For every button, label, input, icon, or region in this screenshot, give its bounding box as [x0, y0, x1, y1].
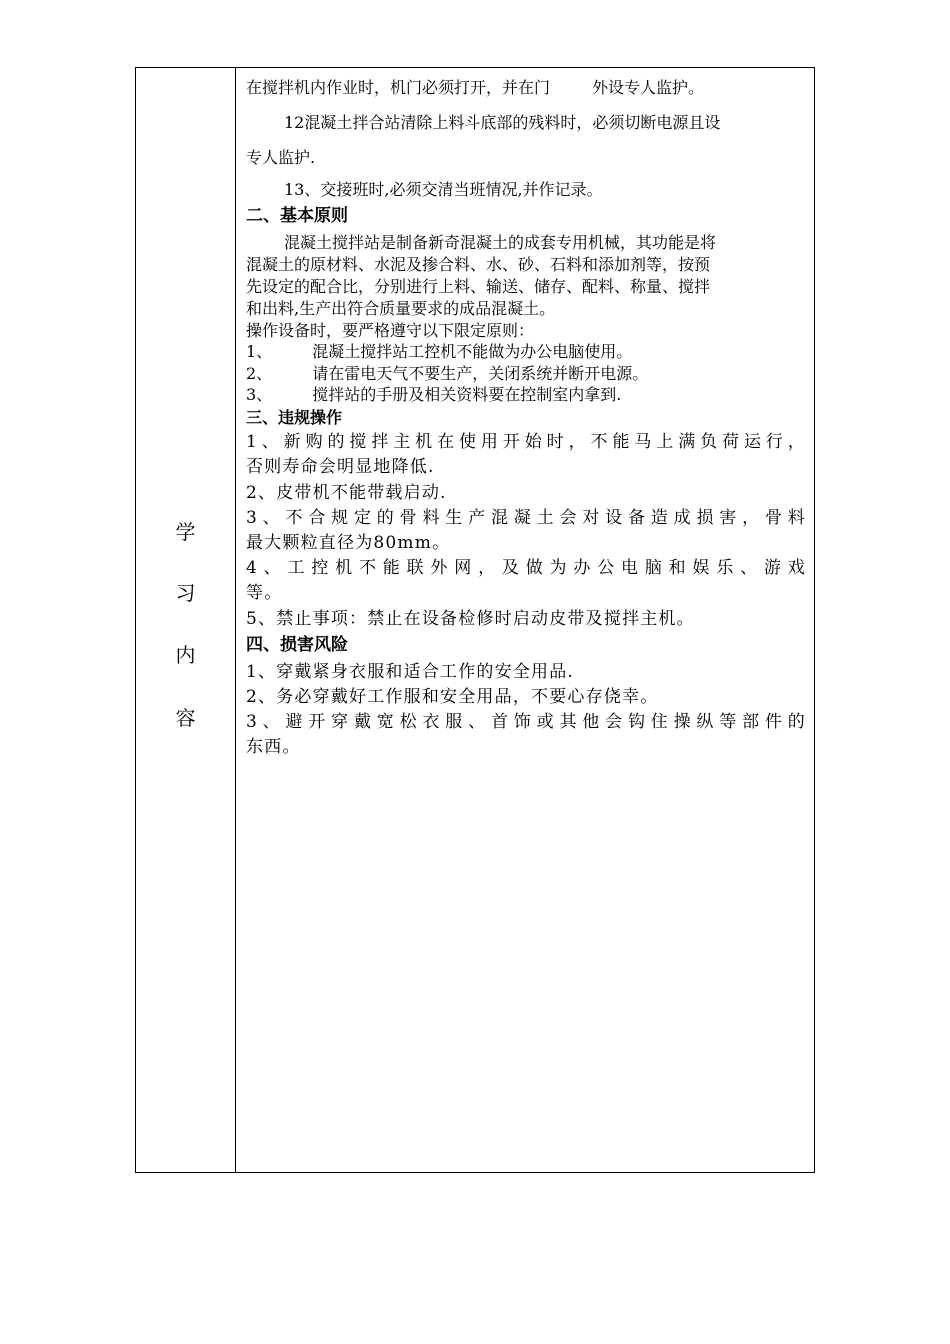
- section-2-para-line-1: 混凝土搅拌站是制备新奇混凝土的成套专用机械，其功能是将: [284, 233, 717, 252]
- section-4-line-2: 2、务必穿戴好工作服和安全用品，不要心存侥幸。: [246, 687, 659, 707]
- section-4-heading: 四、损害风险: [246, 635, 348, 655]
- item-text: 搅拌站的手册及相关资料要在控制室内拿到.: [312, 385, 622, 404]
- section-4-line-3b: 东西。: [246, 737, 301, 757]
- section-3-line-1a: 1、新购的搅拌主机在使用开始时，不能马上满负荷运行，: [246, 432, 806, 452]
- rule-13-line: 13、交接班时,必须交清当班情况,并作记录。: [284, 180, 603, 199]
- section-2-para-line-4: 和出料,生产出符合质量要求的成品混凝土。: [246, 299, 556, 318]
- rule-11-part1: 在搅拌机内: [246, 78, 327, 97]
- label-char-4: 容: [175, 706, 196, 730]
- label-column: [136, 68, 236, 1172]
- study-content-table: [135, 67, 815, 1173]
- section-3-line-3a: 3、不合规定的骨料生产混凝土会对设备造成损害，骨料: [246, 508, 806, 528]
- item-number: 2、: [246, 364, 273, 383]
- section-4-line-3a: 3、避开穿戴宽松衣服、首饰或其他会钩住操纵等部件的: [246, 712, 806, 732]
- section-2-para-line-2: 混凝土的原材料、水泥及掺合料、水、砂、石料和添加剂等，按预: [246, 255, 711, 274]
- rule-12-line-a: 12混凝土拌合站清除上料斗底部的残料时，必须切断电源且设: [284, 113, 721, 132]
- section-3-line-4b: 等。: [246, 583, 283, 603]
- item-number: 3、: [246, 385, 273, 404]
- section-3-line-1b: 否则寿命会明显地降低.: [246, 457, 435, 477]
- label-char-1: 学: [175, 520, 196, 544]
- label-char-3: 内: [175, 643, 196, 667]
- section-3-line-2: 2、皮带机不能带载启动.: [246, 483, 447, 503]
- rule-11-part2: 作业时，机门必须打开，并在门: [326, 78, 551, 97]
- section-2-intro: 操作设备时，要严格遵守以下限定原则：: [246, 321, 535, 340]
- section-2-heading: 二、基本原则: [246, 206, 348, 226]
- item-text: 请在雷电天气不要生产，关闭系统并断开电源。: [312, 364, 649, 383]
- section-3-heading: 三、违规操作: [246, 408, 343, 427]
- rule-12-line-b: 专人监护.: [246, 148, 316, 167]
- item-number: 1、: [246, 342, 273, 361]
- rule-11-part3: 外设专人监护。: [592, 78, 705, 97]
- section-3-line-5: 5、禁止事项：禁止在设备检修时启动皮带及搅拌主机。: [246, 609, 695, 629]
- rule-11-line: [246, 78, 704, 98]
- section-3-line-3b: 最大颗粒直径为80mm。: [246, 533, 451, 553]
- section-2-item-1: [246, 342, 632, 362]
- section-2-item-2: [246, 364, 648, 384]
- label-char-2: 习: [175, 581, 196, 605]
- section-2-para-line-3: 先设定的配合比，分别进行上料、输送、储存、配料、称量、搅拌: [246, 277, 711, 296]
- item-text: 混凝土搅拌站工控机不能做为办公电脑使用。: [312, 342, 633, 361]
- section-3-line-4a: 4、工控机不能联外网，及做为办公电脑和娱乐、游戏: [246, 558, 806, 578]
- section-4-line-1: 1、穿戴紧身衣服和适合工作的安全用品.: [246, 662, 575, 682]
- section-2-item-3: [246, 385, 621, 405]
